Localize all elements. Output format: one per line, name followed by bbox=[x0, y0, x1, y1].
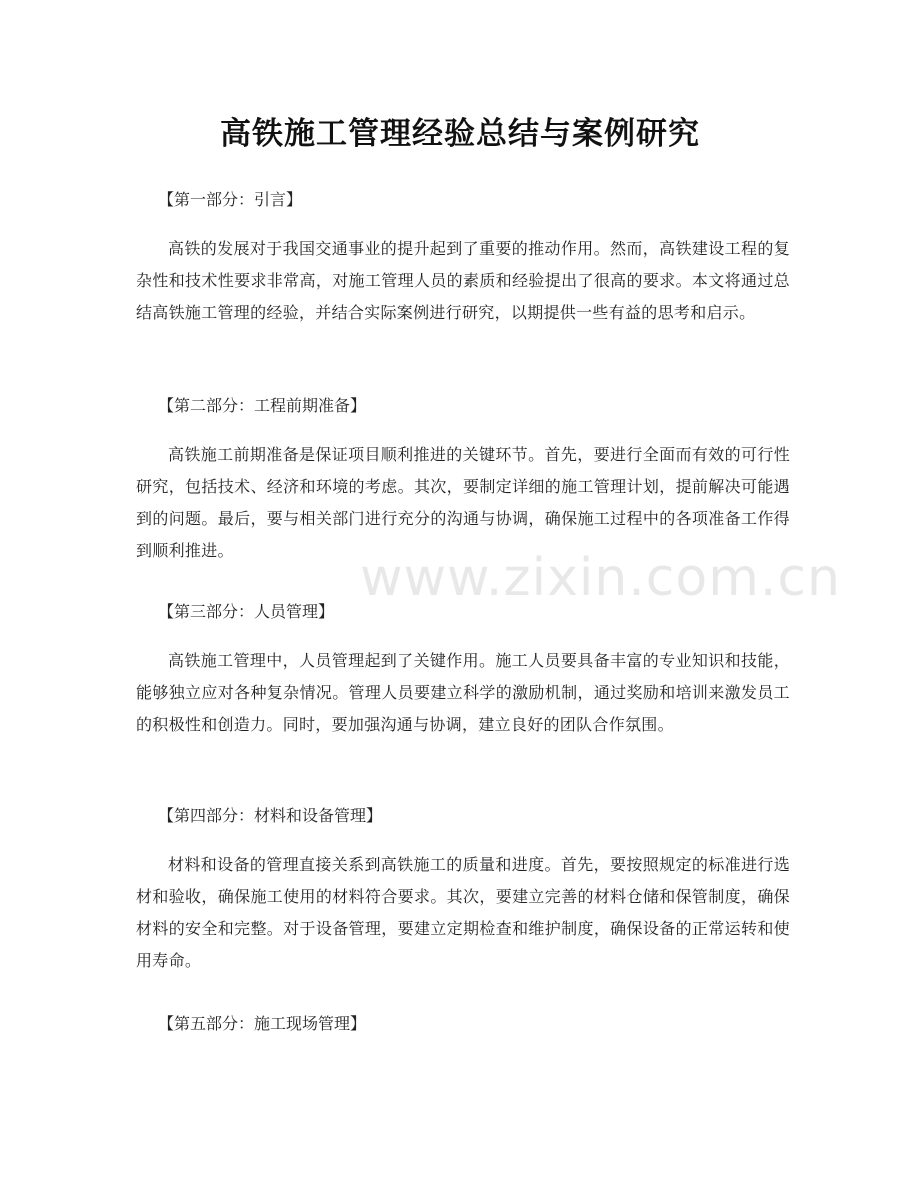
watermark: www.zixin.com.cn bbox=[360, 548, 841, 608]
section-heading-2: 【第二部分：工程前期准备】 bbox=[158, 396, 367, 415]
section-paragraph-4: 材料和设备的管理直接关系到高铁施工的质量和进度。首先，要按照规定的标准进行选材和验收，确保施工使用的材料符合要求。其次，要建立完善的材料仓储和保管制度，确保材料的安全和完整。对于设备管理，要建立定期检查和维护制度，确保设备的正常运转和使用寿命。 bbox=[136, 855, 790, 970]
section-paragraph-1: 高铁的发展对于我国交通事业的提升起到了重要的推动作用。然而，高铁建设工程的复杂性和技术性要求非常高，对施工管理人员的素质和经验提出了很高的要求。本文将通过总结高铁施工管理的经验，并结合实际案例进行研究，以期提供一些有益的思考和启示。 bbox=[136, 239, 790, 322]
document-title: 高铁施工管理经验总结与案例研究 bbox=[220, 116, 700, 152]
section-paragraph-3: 高铁施工管理中，人员管理起到了关键作用。施工人员要具备丰富的专业知识和技能，能够独立应对各种复杂情况。管理人员要建立科学的激励机制，通过奖励和培训来激发员工的积极性和创造力。同时，要加强沟通与协调，建立良好的团队合作氛围。 bbox=[136, 651, 790, 734]
section-heading-4: 【第四部分：材料和设备管理】 bbox=[158, 806, 383, 825]
section-heading-5: 【第五部分：施工现场管理】 bbox=[158, 1014, 367, 1033]
section-paragraph-2: 高铁施工前期准备是保证项目顺利推进的关键环节。首先，要进行全面而有效的可行性研究，包括技术、经济和环境的考虑。其次，要制定详细的施工管理计划，提前解决可能遇到的问题。最后，要与相关部门进行充分的沟通与协调，确保施工过程中的各项准备工作得到顺利推进。 bbox=[136, 445, 790, 560]
section-heading-1: 【第一部分：引言】 bbox=[158, 190, 303, 209]
section-heading-3: 【第三部分：人员管理】 bbox=[158, 602, 335, 621]
